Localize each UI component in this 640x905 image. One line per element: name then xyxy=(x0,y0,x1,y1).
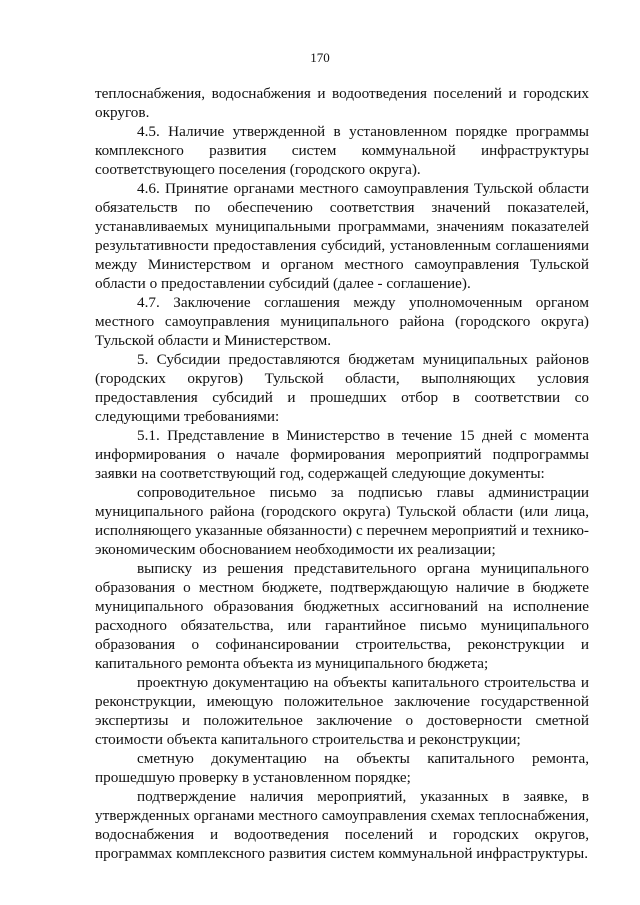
paragraph: 5. Субсидии предоставляются бюджетам муниципальных районов (городских округов) Тульской области, выполняющих условия предоставления субсидий и прошедших отбор в соответствии со следующими требованиями: xyxy=(95,351,589,425)
paragraph: теплоснабжения, водоснабжения и водоотведения поселений и городских округов. xyxy=(95,85,589,121)
paragraph: сметную документацию на объекты капитального ремонта, прошедшую проверку в установленном порядке; xyxy=(95,750,589,786)
paragraph: выписку из решения представительного органа муниципального образования о местном бюджете, подтверждающую наличие в бюджете муниципального образования бюджетных ассигнований на исполнение расходного обязательства, или гарантийное письмо муниципального образования о софинансировании строительства, реконструкции и капитального ремонта объекта из муниципального бюджета; xyxy=(95,560,589,672)
page-number: 170 xyxy=(310,50,330,65)
paragraph: проектную документацию на объекты капитального строительства и реконструкции, имеющую положительное заключение государственной экспертизы и положительное заключение о достоверности сметной стоимости объекта капитального строительства и реконструкции; xyxy=(95,674,589,748)
paragraph: 5.1. Представление в Министерство в течение 15 дней с момента информирования о начале формирования мероприятий подпрограммы заявки на соответствующий год, содержащей следующие документы: xyxy=(95,427,589,482)
paragraph: 4.5. Наличие утвержденной в установленном порядке программы комплексного развития систем коммунальной инфраструктуры соответствующего поселения (городского округа). xyxy=(95,123,589,178)
paragraph: сопроводительное письмо за подписью главы администрации муниципального района (городского округа) Тульской области (или лица, исполняющего указанные обязанности) с перечнем мероприятий и технико-экономическим обоснованием необходимости их реализации; xyxy=(95,484,589,558)
paragraph: 4.7. Заключение соглашения между уполномоченным органом местного самоуправления муниципального района (городского округа) Тульской области и Министерством. xyxy=(95,294,589,349)
paragraph: подтверждение наличия мероприятий, указанных в заявке, в утвержденных органами местного самоуправления схемах теплоснабжения, водоснабжения и водоотведения поселений и городских округов, программах комплексного развития систем коммунальной инфраструктуры. xyxy=(95,788,589,862)
paragraph: 4.6. Принятие органами местного самоуправления Тульской области обязательств по обеспечению соответствия значений показателей, устанавливаемых муниципальными программами, значениям показателей результативности предоставления субсидий, установленным соглашениями между Министерством и органом местного самоуправления Тульской области о предоставлении субсидий (далее - соглашение). xyxy=(95,180,589,292)
document-body xyxy=(95,84,589,863)
